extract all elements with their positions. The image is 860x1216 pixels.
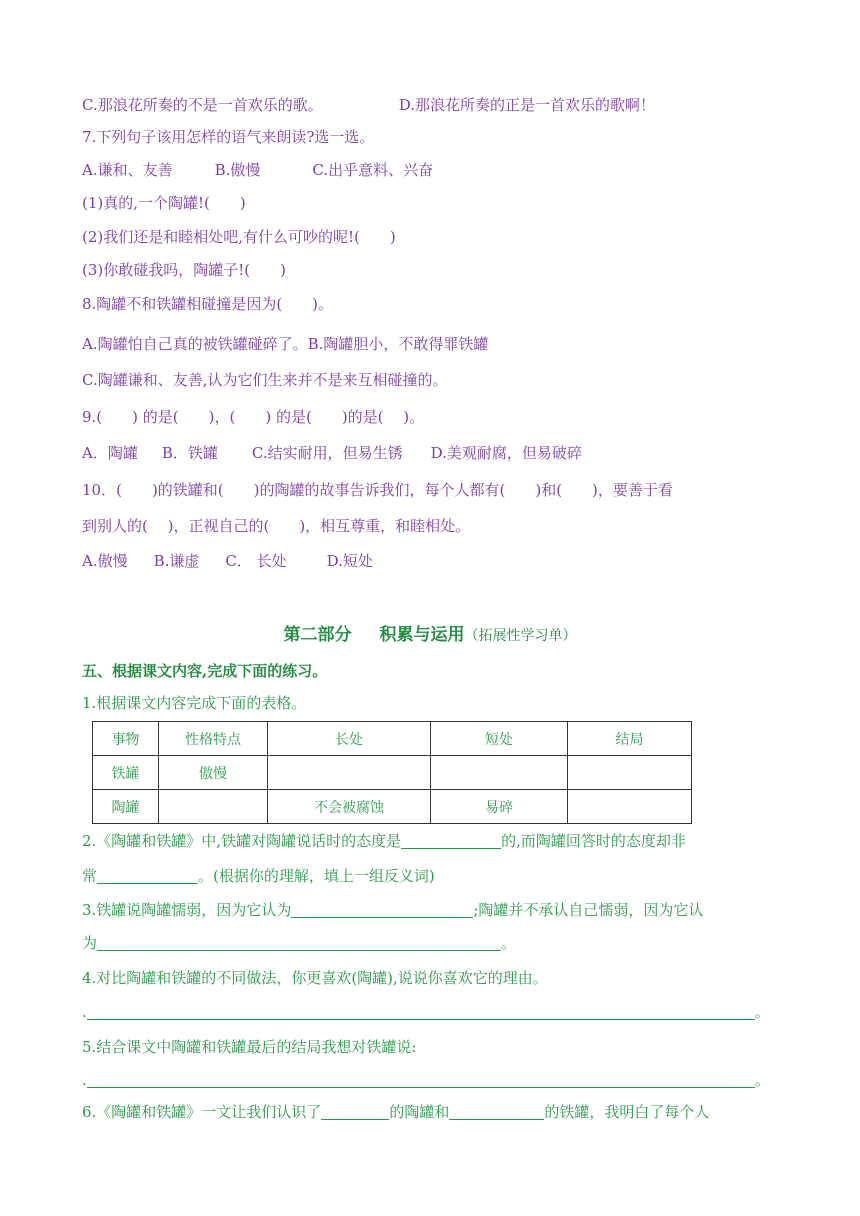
option-d: D.美观耐腐，但易破碎 (430, 444, 582, 462)
option-a: A．陶罐 (82, 444, 138, 462)
q2-text: 常 (82, 867, 98, 885)
question-3-line-2 (82, 933, 516, 953)
q3-text: 3.铁罐说陶罐懦弱，因为它认为 (82, 901, 292, 919)
table-cell[interactable] (431, 756, 568, 790)
table-cell[interactable] (268, 756, 431, 790)
table-row (93, 790, 692, 824)
q7-sentence-2: (2)我们还是和睦相处吧,有什么可吵的呢!( ) (82, 228, 396, 246)
table-cell[interactable] (159, 790, 268, 824)
section-heading: 五、根据课文内容,完成下面的练习。 (82, 662, 328, 680)
line-start: . (82, 1003, 87, 1021)
option-a: A.谦和、友善 (82, 161, 173, 179)
section-name: 积累与运用 (379, 625, 465, 645)
line-end: 。 (754, 1003, 770, 1021)
line-start: . (82, 1071, 87, 1089)
question-4: 4.对比陶罐和铁罐的不同做法，你更喜欢(陶罐),说说你喜欢它的理由。 (82, 969, 548, 987)
question-2-line-2 (82, 866, 435, 886)
q9-options (82, 443, 582, 463)
q7-options (82, 160, 433, 180)
q3-text: 。 (501, 934, 517, 952)
q6-text: 6.《陶罐和铁罐》一文让我们认识了 (82, 1103, 322, 1121)
q8-options-ab: A.陶罐怕自己真的被铁罐碰碎了。B.陶罐胆小，不敢得罪铁罐 (82, 335, 489, 353)
option-d: D.短处 (326, 552, 373, 570)
table-cell: 不会被腐蚀 (268, 790, 431, 824)
answer-blank[interactable] (449, 1103, 544, 1120)
q4-answer-line (82, 1002, 770, 1022)
section-number: 第二部分 (283, 625, 352, 645)
option-c: C． 长处 (225, 552, 287, 570)
q7-sentence-1: (1)真的,一个陶罐!( ) (82, 194, 246, 212)
answer-blank[interactable] (321, 1103, 389, 1120)
q8-option-c: C.陶罐谦和、友善,认为它们生来并不是来互相碰撞的。 (82, 371, 448, 389)
answer-blank[interactable] (87, 1071, 755, 1088)
table-header-row (93, 722, 692, 756)
table-cell: 易碎 (431, 790, 568, 824)
option-b: B.傲慢 (214, 161, 261, 179)
q5-answer-line (82, 1070, 770, 1090)
q6-options-cd (82, 95, 655, 115)
table-cell: 陶罐 (93, 790, 159, 824)
question-8: 8.陶罐不和铁罐相碰撞是因为( )。 (82, 295, 334, 313)
question-2-line-1 (82, 831, 686, 851)
option-d: D.那浪花所奏的正是一首欢乐的歌啊！ (398, 96, 655, 114)
question-6 (82, 1102, 709, 1122)
q10-options (82, 551, 373, 571)
table-header-cell: 短处 (431, 722, 568, 756)
line-end: 。 (754, 1071, 770, 1089)
question-1: 1.根据课文内容完成下面的表格。 (82, 694, 307, 712)
answer-blank[interactable] (401, 832, 501, 849)
question-7: 7.下列句子该用怎样的语气来朗读?选一选。 (82, 128, 375, 146)
option-c: C.出乎意料、兴奋 (312, 161, 434, 179)
table-header-cell: 性格特点 (159, 722, 268, 756)
table-row (93, 756, 692, 790)
table-cell: 傲慢 (159, 756, 268, 790)
q7-sentence-3: (3)你敢碰我吗，陶罐子!( ) (82, 261, 286, 279)
answer-blank[interactable] (97, 867, 198, 884)
table-header-cell: 事物 (93, 722, 159, 756)
option-c: C.那浪花所奏的不是一首欢乐的歌。 (82, 96, 323, 114)
q6-text: 的陶罐和 (389, 1103, 450, 1121)
option-c: C.结实耐用，但易生锈 (251, 444, 403, 462)
table-cell[interactable] (568, 790, 692, 824)
answer-blank[interactable] (97, 934, 501, 951)
q6-text: 的铁罐，我明白了每个人 (544, 1103, 710, 1121)
q2-text: 的,而陶罐回答时的态度却非 (501, 832, 686, 850)
option-b: B．铁罐 (161, 444, 218, 462)
q2-text: 。(根据你的理解，填上一组反义词) (198, 867, 435, 885)
q3-text: 为 (82, 934, 98, 952)
q2-text: 2.《陶罐和铁罐》中,铁罐对陶罐说话时的态度是 (82, 832, 402, 850)
section-title (0, 620, 860, 645)
question-5: 5.结合课文中陶罐和铁罐最后的结局我想对铁罐说: (82, 1038, 417, 1056)
question-10-line-2: 到别人的( )，正视自己的( )，相互尊重，和睦相处。 (82, 517, 471, 535)
section-subtitle: （拓展性学习单） (464, 628, 577, 644)
table-header-cell: 结局 (568, 722, 692, 756)
answer-blank[interactable] (87, 1003, 755, 1020)
character-table (92, 721, 692, 824)
table-cell[interactable] (568, 756, 692, 790)
question-3-line-1 (82, 900, 703, 920)
answer-blank[interactable] (291, 901, 473, 918)
q3-text: ;陶罐并不承认自己懦弱，因为它认 (473, 901, 704, 919)
option-b: B.谦虚 (153, 552, 200, 570)
table-header-cell: 长处 (268, 722, 431, 756)
question-9: 9.( ) 的是( )，( ) 的是( )的是( )。 (82, 408, 425, 426)
option-a: A.傲慢 (82, 552, 128, 570)
question-10-line-1: 10．( )的铁罐和( )的陶罐的故事告诉我们，每个人都有( )和( )，要善于看 (82, 481, 673, 499)
table-cell: 铁罐 (93, 756, 159, 790)
